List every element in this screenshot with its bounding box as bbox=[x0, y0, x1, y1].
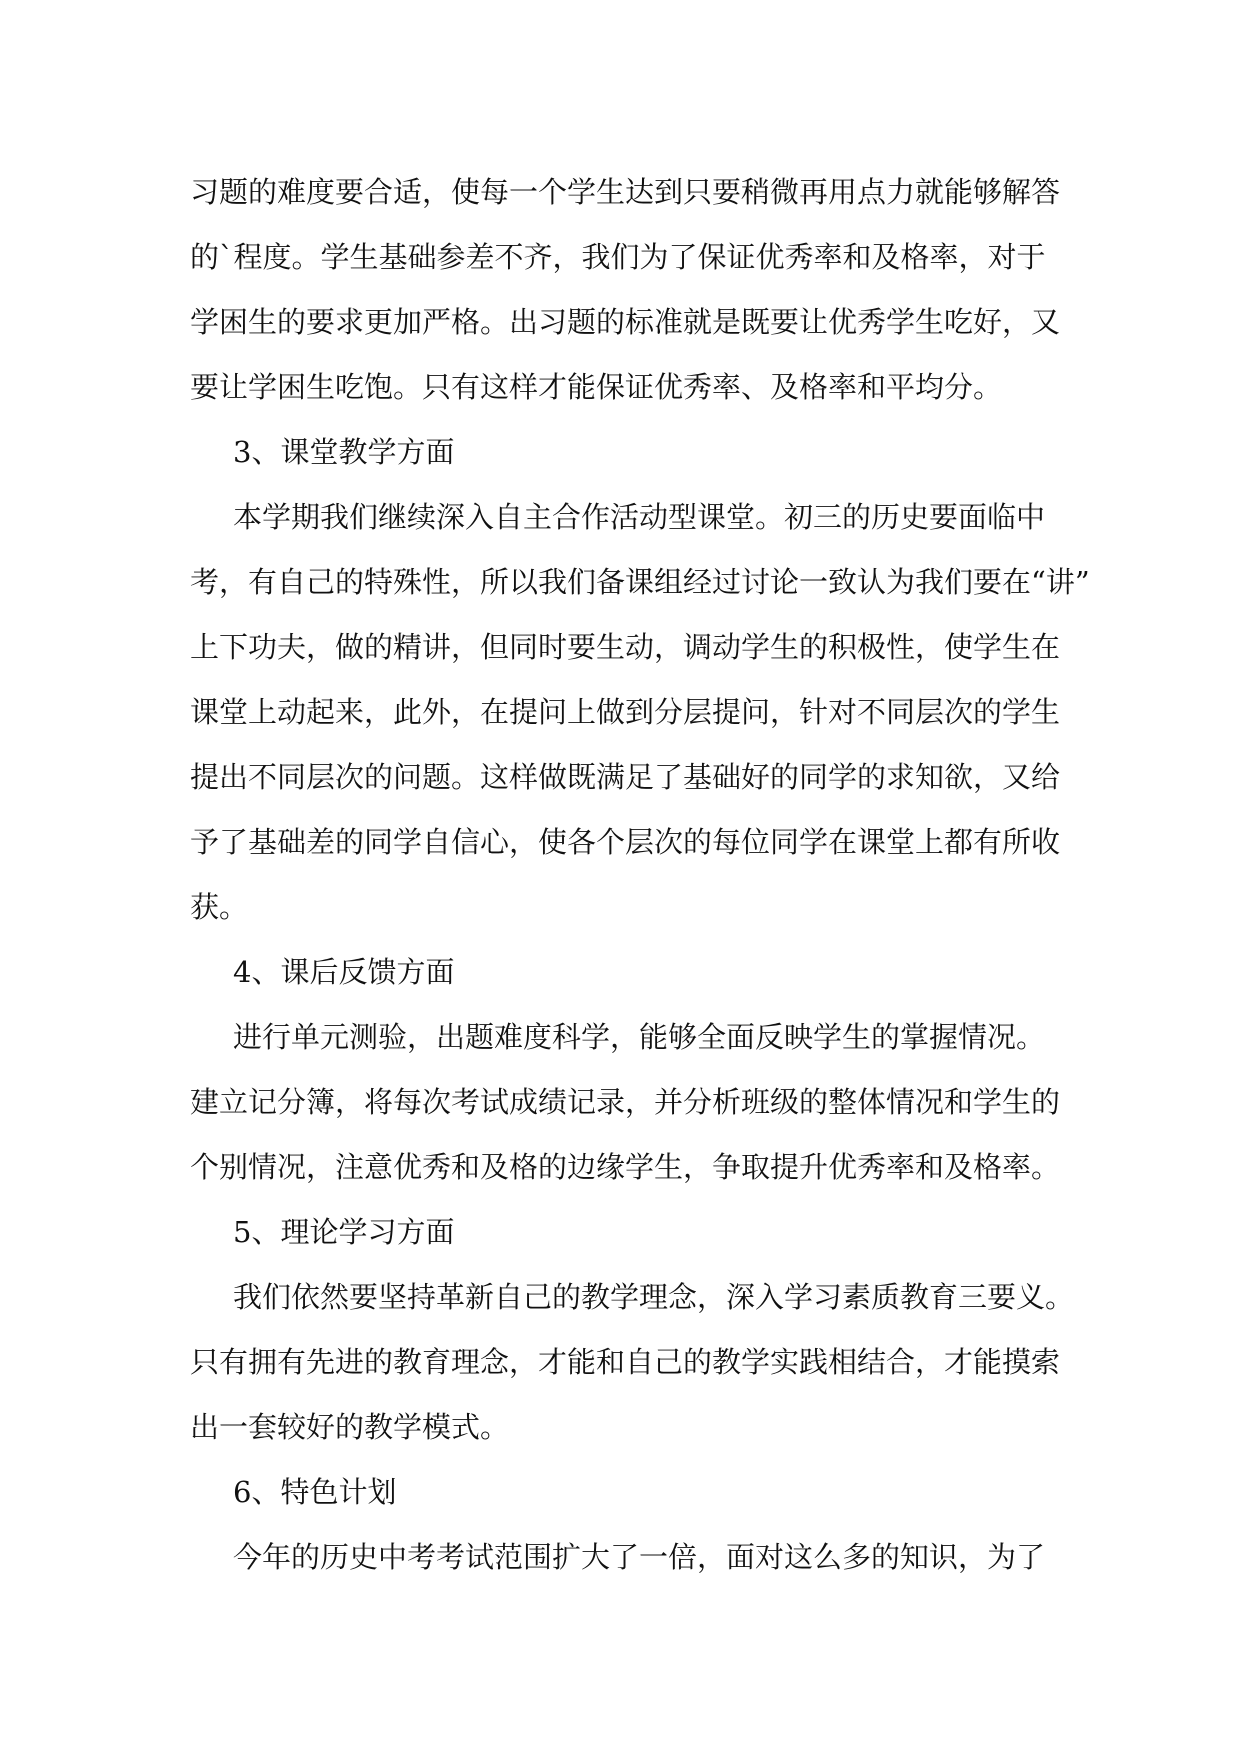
text-line: 习题的难度要合适，使每一个学生达到只要稍微再用点力就能够解答 bbox=[190, 175, 1061, 209]
text-line: 的`程度。学生基础参差不齐，我们为了保证优秀率和及格率，对于 bbox=[190, 240, 1046, 274]
text-line: 建立记分簿，将每次考试成绩记录，并分析班级的整体情况和学生的 bbox=[190, 1085, 1061, 1119]
text-line: 只有拥有先进的教育理念，才能和自己的教学实践相结合，才能摸索 bbox=[190, 1345, 1061, 1379]
text-line: 获。 bbox=[190, 890, 249, 924]
text-line: 要让学困生吃饱。只有这样才能保证优秀率、及格率和平均分。 bbox=[190, 370, 1003, 404]
text-line: 予了基础差的同学自信心，使各个层次的每位同学在课堂上都有所收 bbox=[190, 825, 1061, 859]
text-line: 提出不同层次的问题。这样做既满足了基础好的同学的求知欲，又给 bbox=[190, 760, 1061, 794]
section-heading: 5、理论学习方面 bbox=[233, 1215, 455, 1249]
document-body bbox=[190, 160, 1090, 1590]
section-heading: 3、课堂教学方面 bbox=[233, 435, 455, 469]
text-line: 今年的历史中考考试范围扩大了一倍，面对这么多的知识，为了 bbox=[233, 1540, 1046, 1574]
section-heading: 4、课后反馈方面 bbox=[233, 955, 455, 989]
text-line: 课堂上动起来，此外，在提问上做到分层提问，针对不同层次的学生 bbox=[190, 695, 1061, 729]
text-line: 学困生的要求更加严格。出习题的标准就是既要让优秀学生吃好，又 bbox=[190, 305, 1061, 339]
text-line: 本学期我们继续深入自主合作活动型课堂。初三的历史要面临中 bbox=[233, 500, 1046, 534]
text-line: 考，有自己的特殊性，所以我们备课组经过讨论一致认为我们要在“讲” bbox=[190, 565, 1090, 599]
text-line: 进行单元测验，出题难度科学，能够全面反映学生的掌握情况。 bbox=[233, 1020, 1046, 1054]
text-line: 我们依然要坚持革新自己的教学理念，深入学习素质教育三要义。 bbox=[233, 1280, 1075, 1314]
text-line: 个别情况，注意优秀和及格的边缘学生，争取提升优秀率和及格率。 bbox=[190, 1150, 1061, 1184]
text-line: 出一套较好的教学模式。 bbox=[190, 1410, 510, 1444]
text-line: 上下功夫，做的精讲，但同时要生动，调动学生的积极性，使学生在 bbox=[190, 630, 1061, 664]
section-heading: 6、特色计划 bbox=[233, 1475, 397, 1509]
